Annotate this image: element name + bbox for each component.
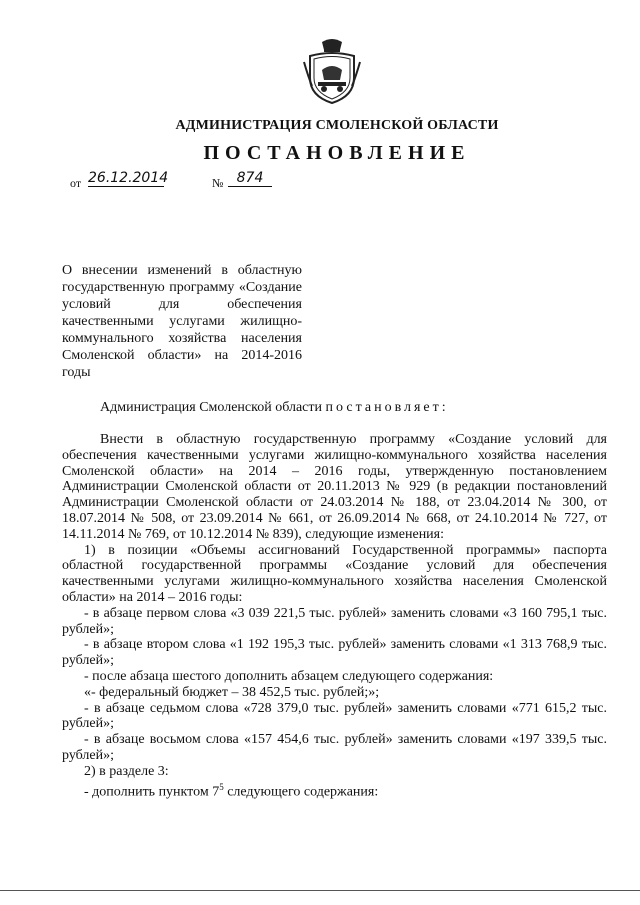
number-prefix: №: [212, 176, 224, 190]
document-type-title: ПОСТАНОВЛЕНИЕ: [203, 142, 471, 164]
decree-verb: постановляет:: [325, 400, 449, 415]
body-paragraph: «- федеральный бюджет – 38 452,5 тыс. рублей;»;: [84, 684, 380, 700]
document-body: [62, 432, 607, 800]
body-paragraph: - после абзаца шестого дополнить абзацем следующего содержания:: [84, 668, 494, 684]
superscript: 5: [219, 781, 224, 792]
body-paragraph: - в абзаце первом слова «3 039 221,5 тыс. рублей» заменить словами «3 160 795,1 тыс. рублей»;: [62, 605, 607, 637]
body-paragraph: 2) в разделе 3:: [84, 763, 169, 779]
body-text: следующего содержания:: [223, 784, 379, 800]
body-paragraph: - в абзаце восьмом слова «157 454,6 тыс. рублей» заменить словами «197 339,5 тыс. рублей»;: [62, 732, 607, 763]
organization-name: АДМИНИСТРАЦИЯ СМОЛЕНСКОЙ ОБЛАСТИ: [175, 118, 499, 133]
document-number: 874: [228, 170, 272, 187]
coat-of-arms-emblem: [302, 36, 362, 106]
decree-lead: Администрация Смоленской области: [100, 400, 323, 415]
body-paragraph: 1) в позиции «Объемы ассигнований Государственной программы» паспорта областной государственной программы «Создание условий для обеспечения качественными услугами жилищно-коммунального хозяйства населения Смоленской области» на 2014 – 2016 годы:: [62, 542, 607, 605]
document-subject: О внесении изменений в областную государственную программу «Создание условий для обеспечения качественными услугами жилищно-коммунального хозяйства населения Смоленской области» на 2014-2016 годы: [62, 263, 302, 380]
document-date: 26.12.2014: [88, 170, 169, 186]
body-paragraph: Внести в областную государственную программу «Создание условий для обеспечения качественными услугами жилищно-коммунального хозяйства населения Смоленской области» на 2014 – 2016 годы, утвержденную постановлением Администрации Смоленской области от 20.11.2013 № 929 (в редакции постановлений Администрации Смоленской области от 24.03.2014 № 188, от 23.04.2014 № 300, от 18.07.2014 № 508, от 23.09.2014 № 661, от 26.09.2014 № 668, от 24.10.2014 № 727, от 14.11.2014 № 769, от 10.12.2014 № 839), следующие изменения:: [62, 432, 607, 542]
body-paragraph: - в абзаце втором слова «1 192 195,3 тыс. рублей» заменить словами «1 313 768,9 тыс. рублей»;: [62, 637, 607, 669]
body-paragraph: [62, 780, 607, 800]
decree-statement: [100, 400, 449, 416]
body-paragraph: - в абзаце седьмом слова «728 379,0 тыс. рублей» заменить словами «771 615,2 тыс. рублей»;: [62, 700, 607, 732]
date-prefix: от: [70, 176, 82, 190]
page-bottom-rule: [0, 890, 640, 891]
body-text: - дополнить пунктом 7: [84, 784, 220, 800]
